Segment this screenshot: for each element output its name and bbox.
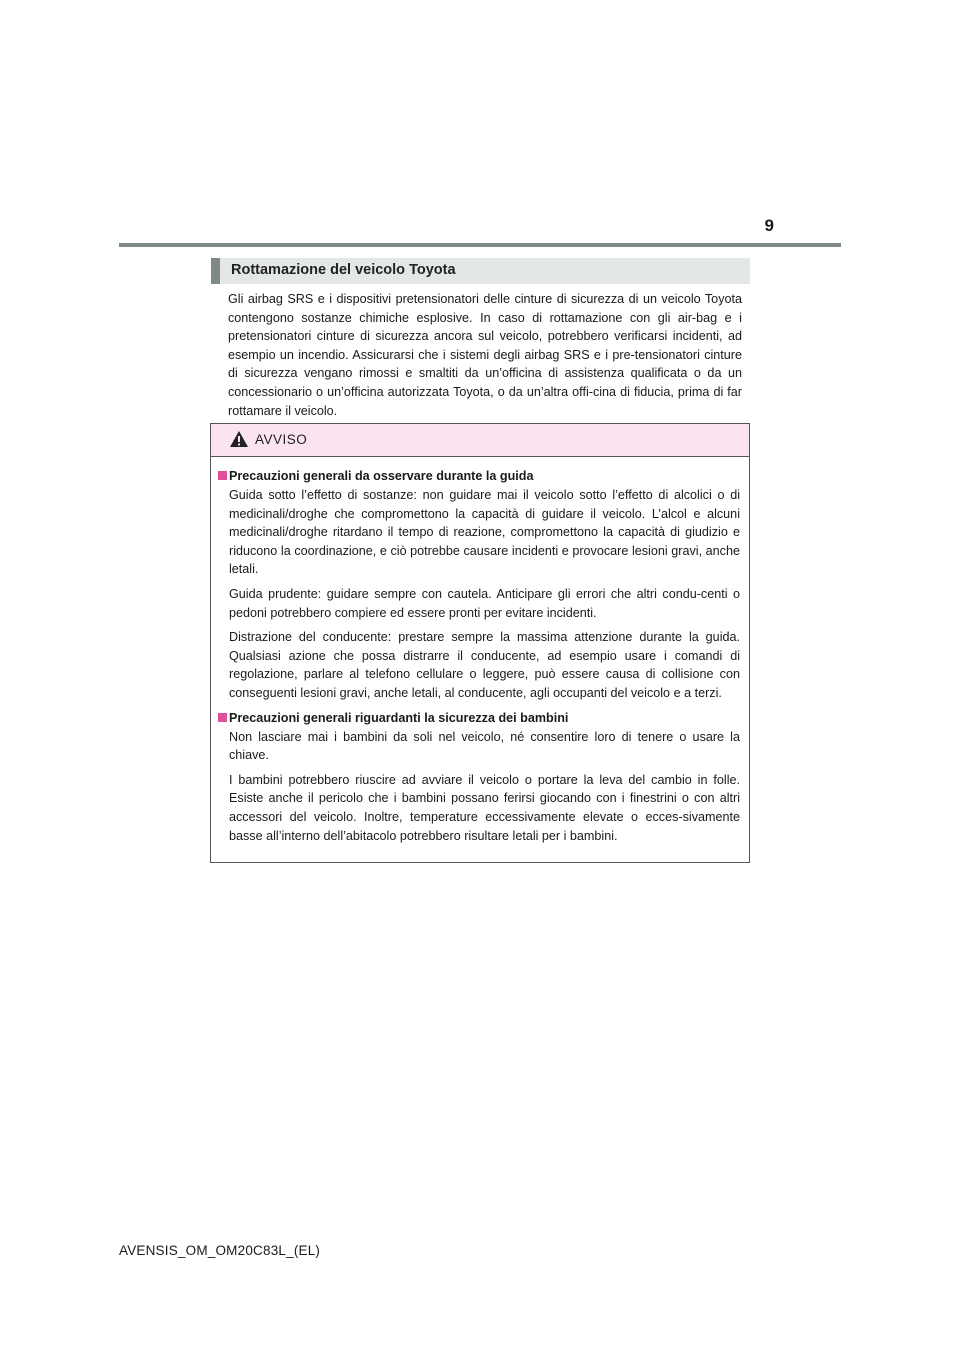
topic-paragraph: Guida prudente: guidare sempre con cautela. Anticipare gli errori che altri condu-centi o pedoni potrebbero compiere ed essere pronti per evitare incidenti. [229,586,740,620]
topic-paragraph: I bambini potrebbero riuscire ad avviare il veicolo o portare la leva del cambio in folle. Esiste anche il pericolo che i bambini possano ferirsi giocando con i finestrini o con altri accessori del veicolo. Inoltre, temperature eccessivamente elevate o ecces-sivamente basse all’interno dell’abitacolo potrebbero risultare letali per i bambini. [229,772,740,843]
header-rule [119,243,841,247]
section-title: Rottamazione del veicolo Toyota [231,262,456,278]
warning-body [211,457,749,845]
topic-paragraph: Guida sotto l’effetto di sostanze: non guidare mai il veicolo sotto l’effetto di alcolici o di medicinali/droghe che compromettono la capacità di guidare il veicolo. L’alcol e alcuni medicinali/droghe ritardano il tempo di reazione, compromettono la capacità di giudizio e riducono la coordinazione, e ciò potrebbe causare incidenti e provocare lesioni gravi, anche letali. [229,488,740,577]
square-bullet-icon [218,713,227,722]
topic-heading-children [218,709,740,727]
topic-paragraph: Non lasciare mai i bambini da soli nel veicolo, né consentire loro di tenere o usare la chiave. [229,729,740,763]
page-number: 9 [764,216,774,235]
section-body: Gli airbag SRS e i dispositivi pretensionatori delle cinture di sicurezza di un veicolo Toyota contengono sostanze chimiche esplosive. In caso di rottamazione con gli air-bag e i pretensionatori cinture di sicurezza ancora sul veicolo, potrebbero verificarsi incidenti, ad esempio un incendio. Assicurarsi che i sistemi degli airbag SRS e i pre-tensionatori cinture di sicurezza vengano rimossi e smaltiti da un’officina di assistenza qualificata o da un concessionario o un’officina autorizzata Toyota, o da un’altra offi-cina di fiducia, prima di far rottamare il veicolo. [228,292,742,418]
topic-heading-text: Precauzioni generali da osservare durante la guida [229,469,534,483]
footer-code: AVENSIS_OM_OM20C83L_(EL) [119,1243,321,1258]
square-bullet-icon [218,471,227,480]
section-heading [211,258,750,284]
topic-heading-driving [218,467,740,485]
warning-title: AVVISO [255,432,308,447]
warning-box [210,423,750,863]
topic-paragraph: Distrazione del conducente: prestare sempre la massima attenzione durante la guida. Qualsiasi azione che possa distrarre il conducente, ad esempio usare i comandi di regolazione, parlare al telefono cellulare o leggere, può essere causa di collisione con conseguenti lesioni gravi, anche letali, al conducente, agli occupanti del veicolo e a terzi. [229,630,740,700]
topic-heading-text: Precauzioni generali riguardanti la sicurezza dei bambini [229,710,569,725]
warning-triangle-icon [229,430,249,448]
warning-header [211,424,749,457]
